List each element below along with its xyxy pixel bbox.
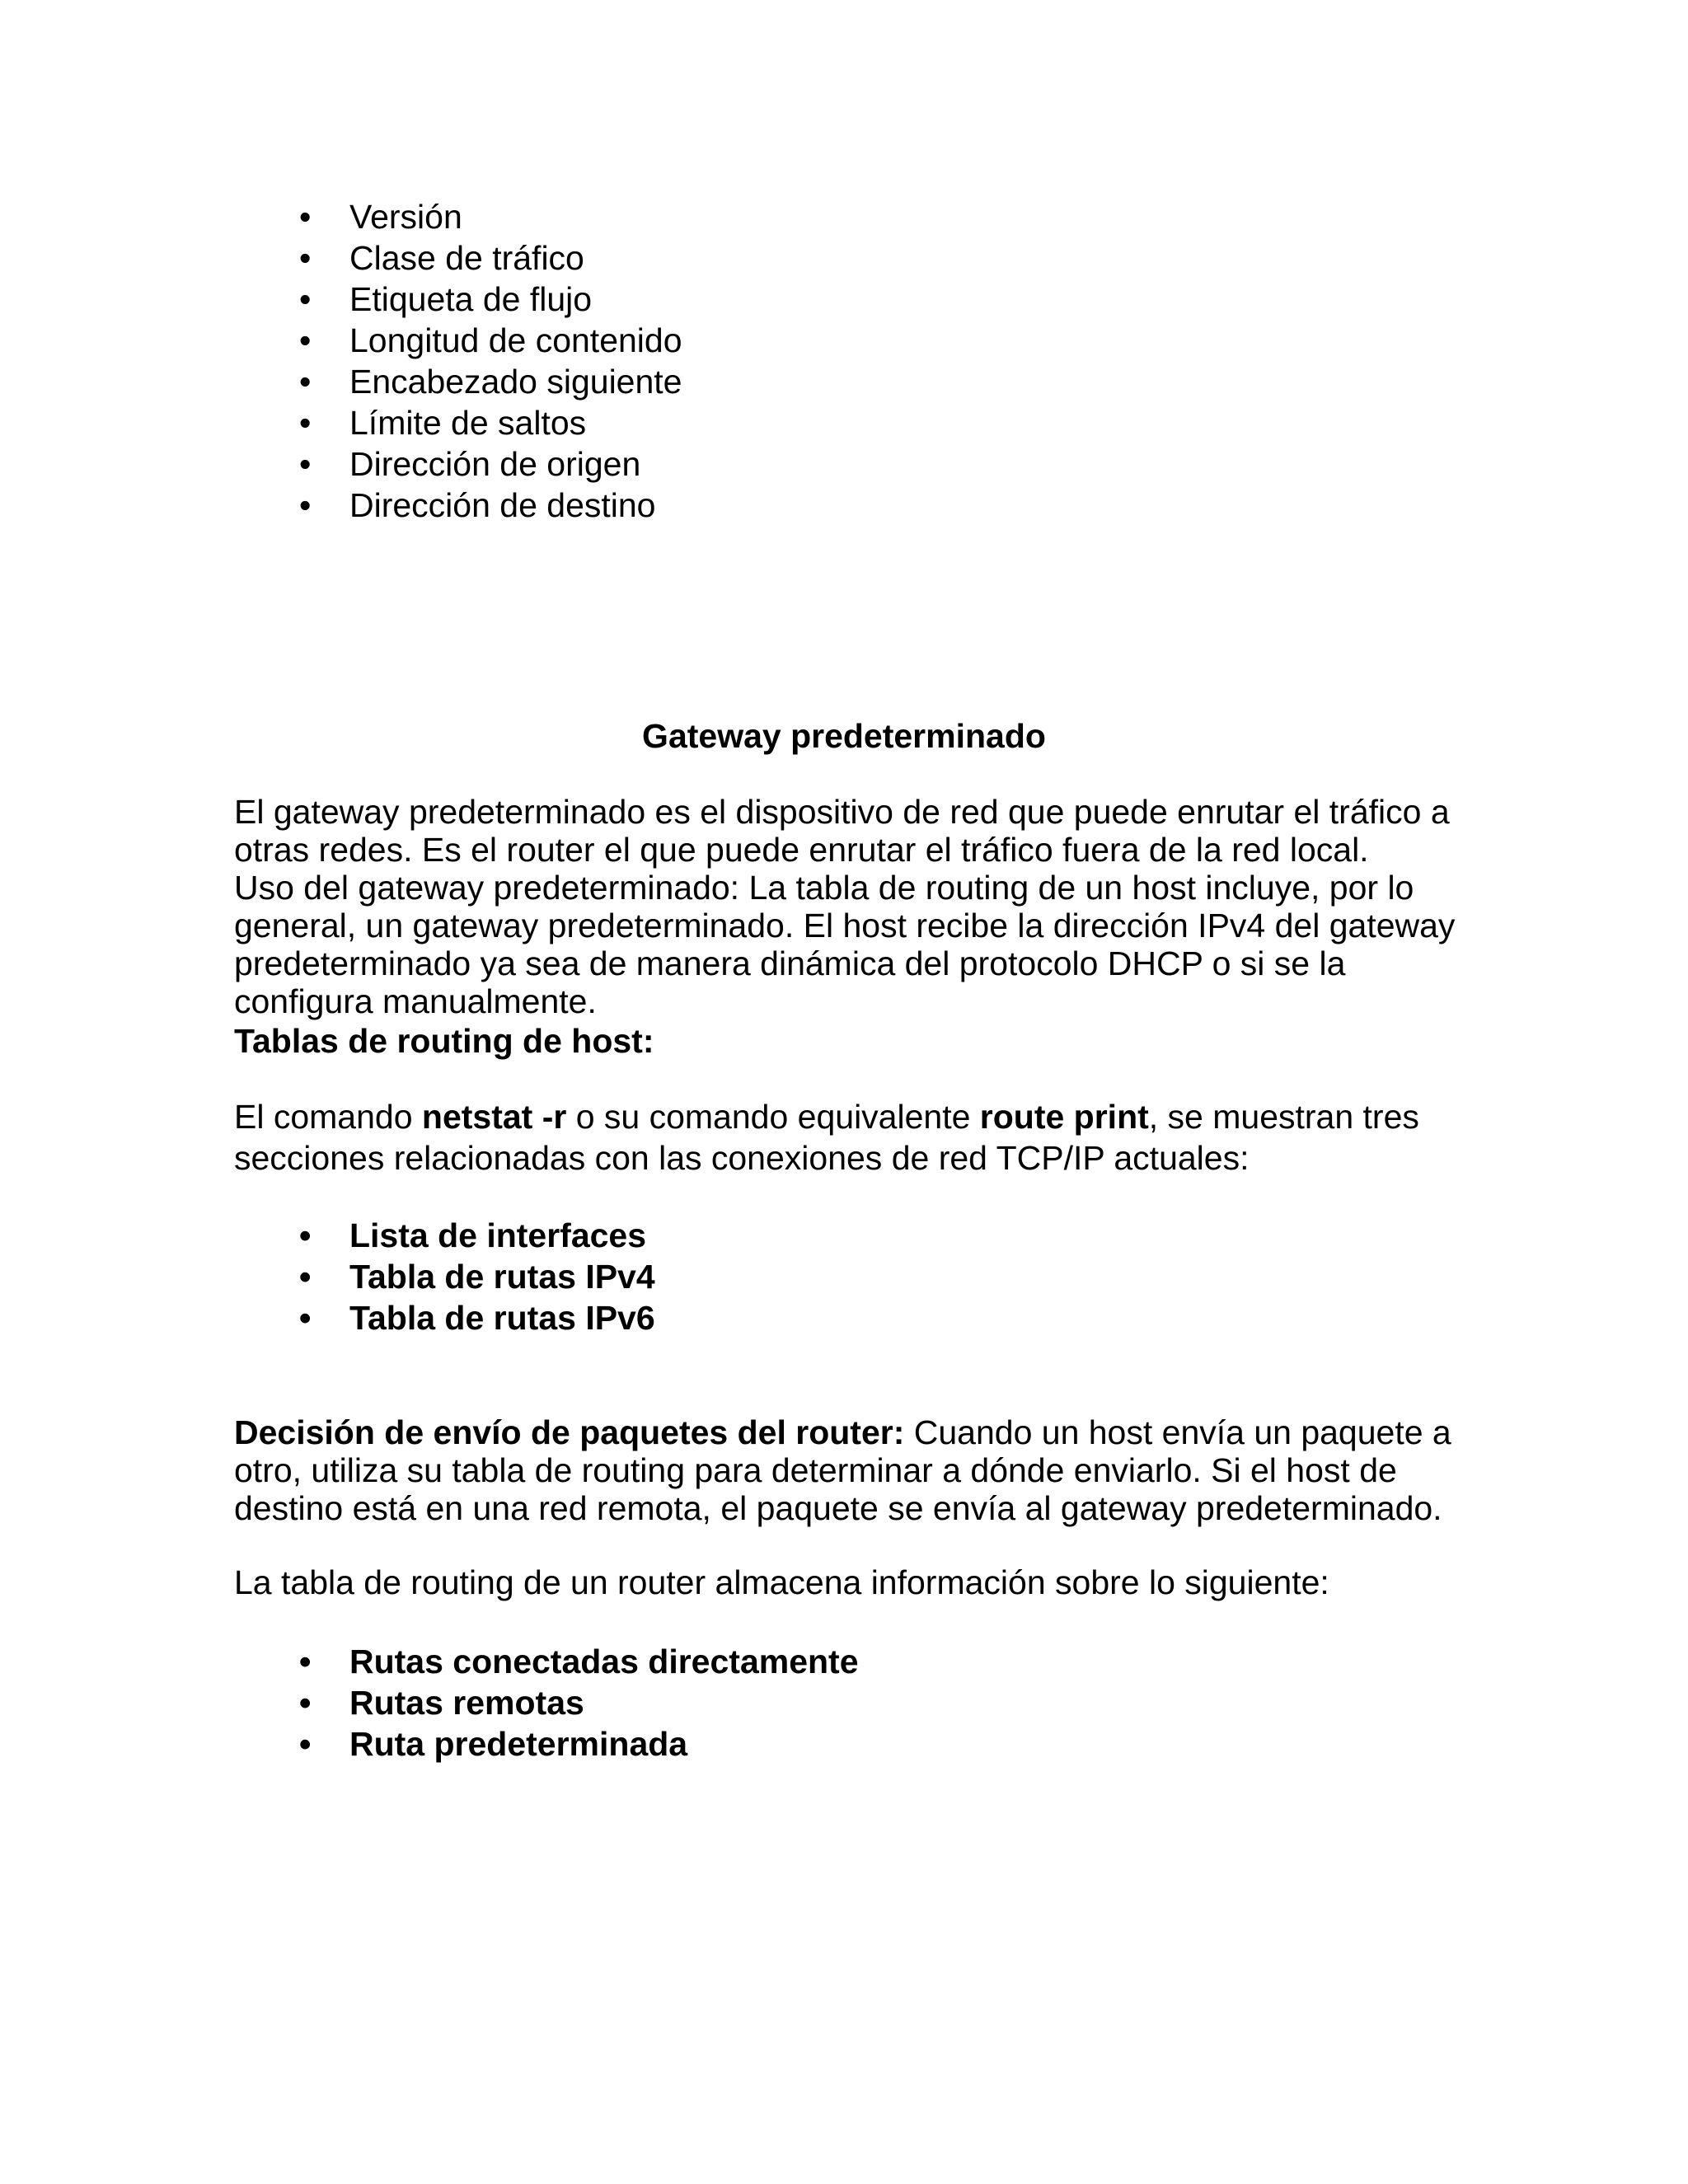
bullet-icon: • — [299, 1299, 312, 1337]
bullet-icon: • — [299, 404, 312, 442]
bullet-icon: • — [299, 445, 312, 483]
list-item: • Clase de tráfico — [299, 239, 584, 277]
list-item: • Rutas remotas — [299, 1684, 584, 1722]
bullet-icon: • — [299, 321, 312, 359]
route-print-command: route print — [979, 1098, 1149, 1136]
list-item: • Etiqueta de flujo — [299, 280, 593, 318]
bullet-icon: • — [299, 198, 312, 236]
list-item: • Ruta predeterminada — [299, 1725, 688, 1763]
list-item: • Tabla de rutas IPv6 — [299, 1299, 655, 1337]
list-item: • Rutas conectadas directamente — [299, 1643, 859, 1680]
list-item: • Tabla de rutas IPv4 — [299, 1258, 655, 1296]
route-print-sections-list — [0, 1215, 655, 1338]
bullet-icon: • — [299, 363, 312, 401]
ipv6-header-fields-list — [0, 196, 682, 526]
list-item: • Versión — [299, 198, 462, 236]
list-item: • Dirección de origen — [299, 445, 641, 483]
bullet-icon: • — [299, 1216, 312, 1254]
netstat-command: netstat -r — [421, 1098, 567, 1136]
bullet-icon: • — [299, 1684, 312, 1722]
bullet-icon: • — [299, 239, 312, 277]
router-table-paragraph: La tabla de routing de un router almacena información sobre lo siguiente: — [234, 1563, 1329, 1601]
bullet-icon: • — [299, 1258, 312, 1296]
netstat-paragraph: El comando netstat -r o su comando equivalente route print, se muestran tres secciones relacionadas con las conexiones de red TCP/IP actuales: — [234, 1098, 1419, 1177]
bullet-icon: • — [299, 1725, 312, 1763]
list-item: • Límite de saltos — [299, 404, 587, 442]
section-title: Gateway predeterminado — [642, 717, 1046, 755]
list-item: • Lista de interfaces — [299, 1216, 647, 1254]
gateway-paragraph: El gateway predeterminado es el dispositivo de red que puede enrutar el tráfico a otras redes. Es el router el que puede enrutar el tráfico fuera de la red local. Uso del gateway predeterminado: La tabla de routing de un host incluye, por lo general, un gateway predeterminado. El host recibe la dirección IPv4 del gateway predeterminado ya sea de manera dinámica del protocolo DHCP o si se la configura manualmente. — [234, 793, 1456, 1020]
bullet-icon: • — [299, 486, 312, 524]
host-routing-heading: Tablas de routing de host: — [234, 1022, 654, 1060]
list-item: • Encabezado siguiente — [299, 363, 682, 401]
decision-paragraph: Decisión de envío de paquetes del router: Cuando un host envía un paquete a otro, utiliza su tabla de routing para determinar a dónde enviarlo. Si el host de destino está en una red remota, el paquete se envía al gateway predeterminado. — [234, 1413, 1451, 1527]
list-item: • Dirección de destino — [299, 486, 656, 524]
bullet-icon: • — [299, 280, 312, 318]
bullet-icon: • — [299, 1643, 312, 1680]
router-table-items-list — [0, 1641, 859, 1765]
list-item: • Longitud de contenido — [299, 321, 682, 359]
